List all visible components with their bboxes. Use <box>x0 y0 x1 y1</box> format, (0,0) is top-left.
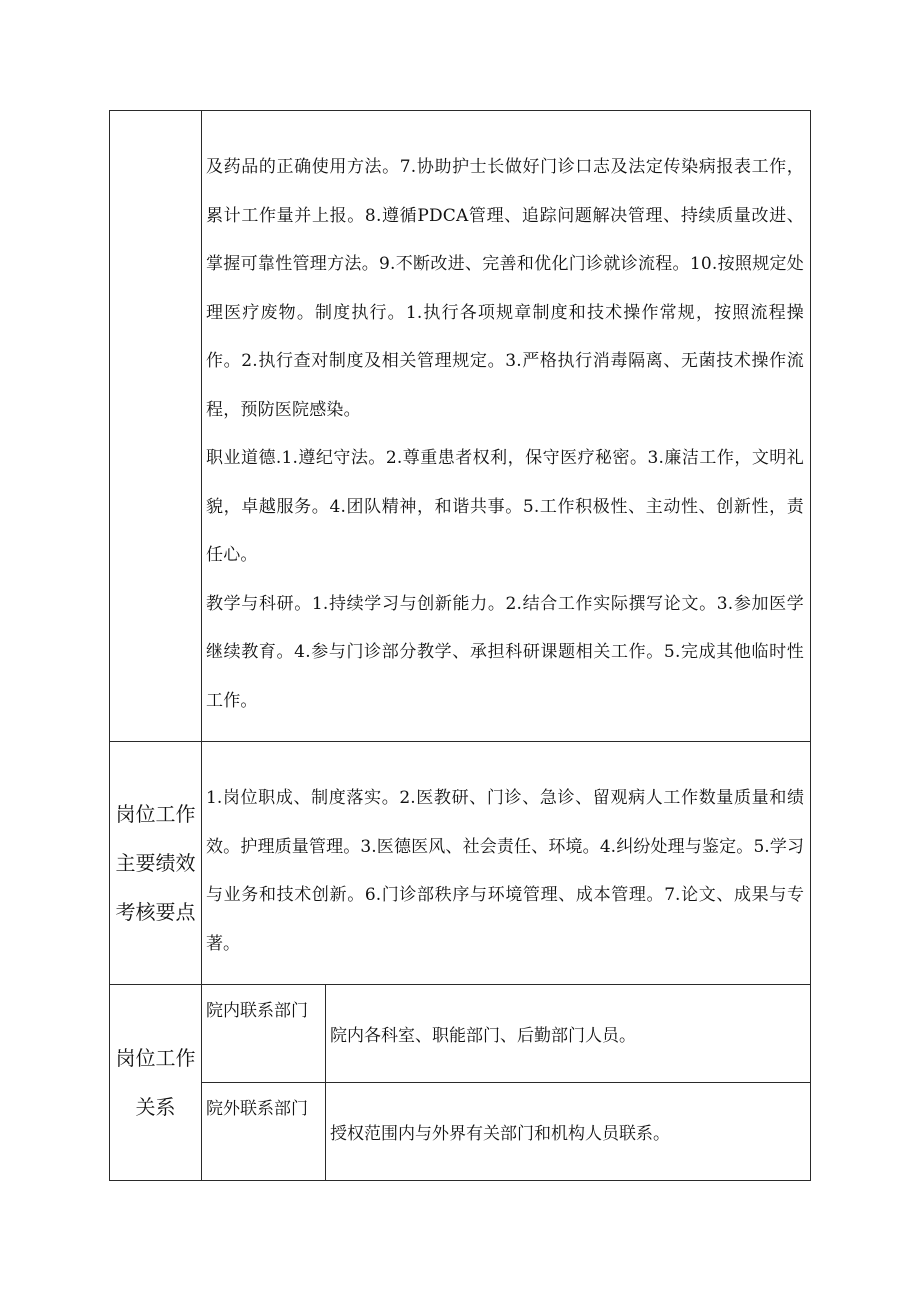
duties-paragraph: 及药品的正确使用方法。7.协助护士长做好门诊口志及法定传染病报表工作，累计工作量并上报。8.遵循PDCA管理、追踪问题解决管理、持续质量改进、掌握可靠性管理方法。9.不断改进、完善和优化门诊就诊流程。10.按照规定处理医疗废物。制度执行。1.执行各项规章制度和技术操作常规，按照流程操作。2.执行查对制度及相关管理规定。3.严格执行消毒隔离、无菌技术操作流程，预防医院感染。 <box>206 157 804 420</box>
external-contact-label: 院外联系部门 <box>202 1083 326 1181</box>
internal-contact-value: 院内各科室、职能部门、后勤部门人员。 <box>326 985 811 1083</box>
duties-row <box>110 111 811 742</box>
teaching-paragraph: 教学与科研。1.持续学习与创新能力。2.结合工作实际撰写论文。3.参加医学继续教育。4.参与门诊部分教学、承担科研课题相关工作。5.完成其他临时性工作。 <box>206 593 804 711</box>
external-contact-value: 授权范围内与外界有关部门和机构人员联系。 <box>326 1083 811 1181</box>
job-description-table <box>109 110 811 1181</box>
relations-external-row <box>110 1083 811 1181</box>
performance-label: 岗位工作主要绩效考核要点 <box>110 742 202 985</box>
duties-content-cell <box>202 111 811 742</box>
internal-contact-label: 院内联系部门 <box>202 985 326 1083</box>
relations-label: 岗位工作关系 <box>110 985 202 1181</box>
ethics-paragraph: 职业道德.1.遵纪守法。2.尊重患者权利，保守医疗秘密。3.廉洁工作，文明礼貌，卓越服务。4.团队精神，和谐共事。5.工作积极性、主动性、创新性，责任心。 <box>206 448 804 565</box>
performance-content: 1.岗位职成、制度落实。2.医教研、门诊、急诊、留观病人工作数量质量和绩效。护理质量管理。3.医德医风、社会责任、环境。4.纠纷处理与鉴定。5.学习与业务和技术创新。6.门诊部秩序与环境管理、成本管理。7.论文、成果与专著。 <box>202 742 811 985</box>
relations-internal-row <box>110 985 811 1083</box>
duties-label-cell <box>110 111 202 742</box>
performance-row <box>110 742 811 985</box>
